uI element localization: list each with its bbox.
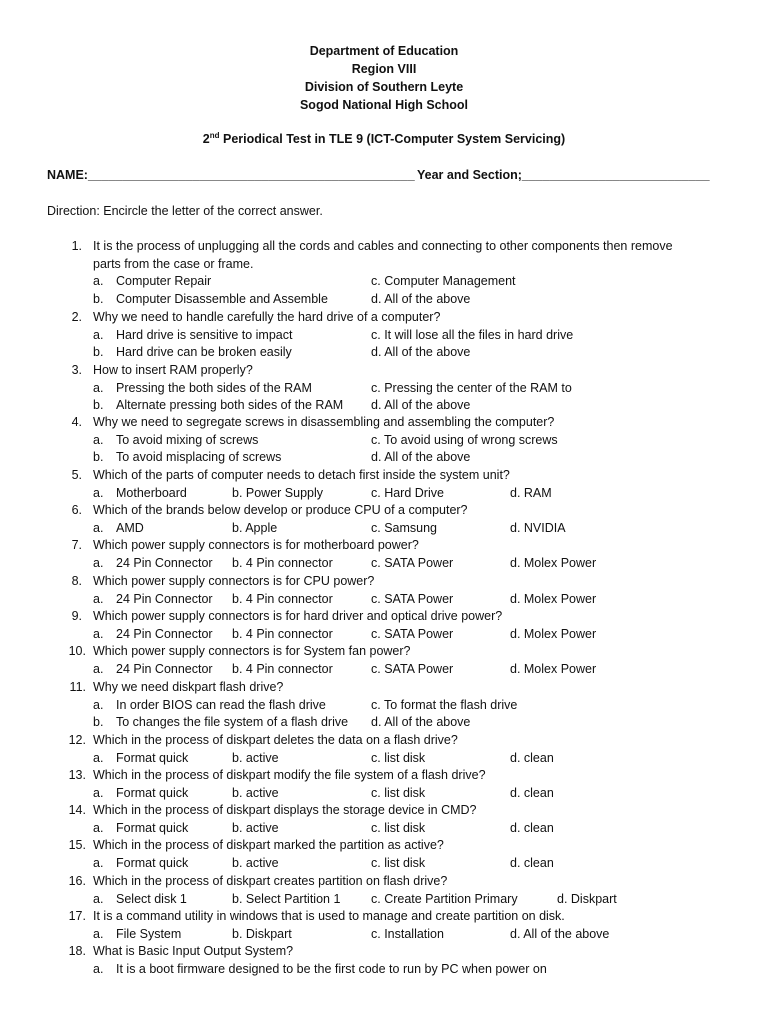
question-11-choice-b: To changes the file system of a flash drive xyxy=(116,715,349,730)
question-16-text: Which in the process of diskpart creates partition on flash drive? xyxy=(93,874,448,888)
question-11-choice-a: In order BIOS can read the flash drive xyxy=(116,697,326,712)
question-14-choice-a-letter: a. xyxy=(93,820,104,835)
question-9-choice-d: d. Molex Power xyxy=(510,626,597,641)
question-16-number: 16. xyxy=(68,874,86,888)
question-1-number: 1. xyxy=(71,239,82,253)
question-15-text: Which in the process of diskpart marked the partition as active? xyxy=(93,838,444,852)
question-5-choice-b: b. Power Supply xyxy=(232,485,324,500)
question-4-choice-b-letter: b. xyxy=(93,450,104,465)
question-5-number: 5. xyxy=(71,468,82,482)
test-title xyxy=(0,132,768,146)
question-11-choice-c: c. To format the flash drive xyxy=(371,697,518,712)
question-7-number: 7. xyxy=(71,538,82,552)
question-10-choice-d: d. Molex Power xyxy=(510,661,597,676)
question-4-choice-d: d. All of the above xyxy=(371,450,471,465)
question-13-text: Which in the process of diskpart modify the file system of a flash drive? xyxy=(93,768,486,782)
question-1-choice-d: d. All of the above xyxy=(371,291,471,306)
question-17-choice-c: c. Installation xyxy=(371,926,444,941)
question-12-number: 12. xyxy=(68,733,86,747)
question-4-choice-a: To avoid mixing of screws xyxy=(116,432,259,447)
test-title-superscript: nd xyxy=(209,130,220,140)
question-16-choice-c: c. Create Partition Primary xyxy=(371,891,518,906)
question-18-choice-a-letter: a. xyxy=(93,961,104,976)
question-10-choice-a-letter: a. xyxy=(93,661,104,676)
question-8-choice-a: 24 Pin Connector xyxy=(116,591,213,606)
direction-text: Direction: Encircle the letter of the correct answer. xyxy=(47,204,323,218)
question-2-choice-b-letter: b. xyxy=(93,345,104,360)
question-4-number: 4. xyxy=(71,415,82,429)
question-11-number: 11. xyxy=(69,680,86,694)
question-11-text: Why we need diskpart flash drive? xyxy=(93,680,284,694)
year-section-field-label: Year and Section;___________________________ xyxy=(417,168,710,182)
question-15-choice-a-letter: a. xyxy=(93,855,104,870)
question-2-choice-c: c. It will lose all the files in hard drive xyxy=(371,327,574,342)
question-15-choice-d: d. clean xyxy=(510,855,554,870)
question-1-choice-a-letter: a. xyxy=(93,274,104,289)
question-13-choice-b: b. active xyxy=(232,785,279,800)
question-5-choice-c: c. Hard Drive xyxy=(371,485,444,500)
question-12-choice-d: d. clean xyxy=(510,750,554,765)
header-department: Department of Education xyxy=(309,44,459,58)
question-10-choice-a: 24 Pin Connector xyxy=(116,661,213,676)
test-title-number: 2 xyxy=(202,132,210,146)
question-6-choice-a: AMD xyxy=(116,520,144,535)
question-7-text: Which power supply connectors is for motherboard power? xyxy=(93,538,419,552)
question-9-number: 9. xyxy=(71,609,82,623)
question-13-choice-a: Format quick xyxy=(116,785,189,800)
question-6-choice-b: b. Apple xyxy=(232,520,278,535)
question-4-choice-b: To avoid misplacing of screws xyxy=(116,450,282,465)
header-region: Region VIII xyxy=(351,62,417,76)
question-17-number: 17. xyxy=(68,909,86,923)
question-3-choice-c: c. Pressing the center of the RAM to xyxy=(371,380,572,395)
question-9-choice-a-letter: a. xyxy=(93,626,104,641)
question-13-choice-a-letter: a. xyxy=(93,785,104,800)
question-9-choice-b: b. 4 Pin connector xyxy=(232,626,333,641)
question-6-text: Which of the brands below develop or produce CPU of a computer? xyxy=(93,503,468,517)
question-6-choice-a-letter: a. xyxy=(93,520,104,535)
question-16-choice-b: b. Select Partition 1 xyxy=(232,891,341,906)
question-15-choice-c: c. list disk xyxy=(371,855,426,870)
question-17-choice-b: b. Diskpart xyxy=(232,926,292,941)
question-1-choice-b: Computer Disassemble and Assemble xyxy=(116,291,328,306)
question-8-choice-b: b. 4 Pin connector xyxy=(232,591,333,606)
question-11-choice-d: d. All of the above xyxy=(371,715,471,730)
question-10-choice-c: c. SATA Power xyxy=(371,661,454,676)
question-1-choice-a: Computer Repair xyxy=(116,274,212,289)
question-9-choice-c: c. SATA Power xyxy=(371,626,454,641)
question-2-choice-a: Hard drive is sensitive to impact xyxy=(116,327,293,342)
question-8-text: Which power supply connectors is for CPU power? xyxy=(93,574,375,588)
header-division: Division of Southern Leyte xyxy=(304,80,464,94)
question-5-choice-a: Motherboard xyxy=(116,485,187,500)
question-18-text: What is Basic Input Output System? xyxy=(93,944,294,958)
question-12-text: Which in the process of diskpart deletes the data on a flash drive? xyxy=(93,733,458,747)
question-2-choice-d: d. All of the above xyxy=(371,345,471,360)
question-14-choice-a: Format quick xyxy=(116,820,189,835)
question-17-choice-d: d. All of the above xyxy=(510,926,610,941)
question-1-choice-c: c. Computer Management xyxy=(371,274,516,289)
question-2-number: 2. xyxy=(71,310,82,324)
question-5-text: Which of the parts of computer needs to detach first inside the system unit? xyxy=(93,468,510,482)
question-10-choice-b: b. 4 Pin connector xyxy=(232,661,333,676)
question-3-choice-a: Pressing the both sides of the RAM xyxy=(116,380,312,395)
question-8-choice-d: d. Molex Power xyxy=(510,591,597,606)
question-12-choice-a-letter: a. xyxy=(93,750,104,765)
question-3-choice-b-letter: b. xyxy=(93,398,104,413)
question-2-text: Why we need to handle carefully the hard drive of a computer? xyxy=(93,310,441,324)
question-16-choice-a-letter: a. xyxy=(93,891,104,906)
question-7-choice-a: 24 Pin Connector xyxy=(116,555,213,570)
question-14-number: 14. xyxy=(68,803,86,817)
question-9-choice-a: 24 Pin Connector xyxy=(116,626,213,641)
question-7-choice-c: c. SATA Power xyxy=(371,555,454,570)
question-18-choice-a: It is a boot firmware designed to be the first code to run by PC when power on xyxy=(116,961,547,976)
question-2-choice-a-letter: a. xyxy=(93,327,104,342)
question-1-text: It is the process of unplugging all the cords and cables and connecting to other components then remove xyxy=(93,239,673,253)
question-15-choice-a: Format quick xyxy=(116,855,189,870)
question-10-text: Which power supply connectors is for System fan power? xyxy=(93,644,411,658)
question-2-choice-b: Hard drive can be broken easily xyxy=(116,345,292,360)
question-6-choice-c: c. Samsung xyxy=(371,520,438,535)
question-12-choice-a: Format quick xyxy=(116,750,189,765)
question-18-number: 18. xyxy=(68,944,86,958)
question-11-choice-a-letter: a. xyxy=(93,697,104,712)
question-17-choice-a-letter: a. xyxy=(93,926,104,941)
question-4-text: Why we need to segregate screws in disassembling and assembling the computer? xyxy=(93,415,555,429)
test-title-text: Periodical Test in TLE 9 (ICT-Computer System Servicing) xyxy=(219,132,566,146)
question-1-text-continued: parts from the case or frame. xyxy=(93,256,254,271)
question-3-choice-a-letter: a. xyxy=(93,380,104,395)
question-1-choice-b-letter: b. xyxy=(93,291,104,306)
question-12-choice-c: c. list disk xyxy=(371,750,426,765)
question-11-choice-b-letter: b. xyxy=(93,715,104,730)
question-14-choice-b: b. active xyxy=(232,820,279,835)
question-16-choice-a: Select disk 1 xyxy=(116,891,187,906)
question-16-choice-d: d. Diskpart xyxy=(557,891,617,906)
name-field-label: NAME:_______________________________________________ xyxy=(47,168,415,182)
question-3-choice-d: d. All of the above xyxy=(371,398,471,413)
question-14-text: Which in the process of diskpart displays the storage device in CMD? xyxy=(93,803,477,817)
question-5-choice-d: d. RAM xyxy=(510,485,552,500)
question-9-text: Which power supply connectors is for hard driver and optical drive power? xyxy=(93,609,503,623)
question-17-text: It is a command utility in windows that is used to manage and create partition on disk. xyxy=(93,909,565,923)
question-12-choice-b: b. active xyxy=(232,750,279,765)
question-10-number: 10. xyxy=(68,644,86,658)
header-school: Sogod National High School xyxy=(299,98,469,112)
question-3-text: How to insert RAM properly? xyxy=(93,363,253,377)
question-7-choice-a-letter: a. xyxy=(93,555,104,570)
question-13-number: 13. xyxy=(68,768,86,782)
question-13-choice-c: c. list disk xyxy=(371,785,426,800)
question-7-choice-b: b. 4 Pin connector xyxy=(232,555,333,570)
question-3-choice-b: Alternate pressing both sides of the RAM xyxy=(116,398,344,413)
question-8-number: 8. xyxy=(71,574,82,588)
question-14-choice-c: c. list disk xyxy=(371,820,426,835)
question-15-number: 15. xyxy=(68,838,86,852)
question-8-choice-c: c. SATA Power xyxy=(371,591,454,606)
question-15-choice-b: b. active xyxy=(232,855,279,870)
question-4-choice-a-letter: a. xyxy=(93,432,104,447)
question-6-choice-d: d. NVIDIA xyxy=(510,520,566,535)
question-7-choice-d: d. Molex Power xyxy=(510,555,597,570)
question-8-choice-a-letter: a. xyxy=(93,591,104,606)
question-17-choice-a: File System xyxy=(116,926,182,941)
question-6-number: 6. xyxy=(71,503,82,517)
question-4-choice-c: c. To avoid using of wrong screws xyxy=(371,432,558,447)
question-13-choice-d: d. clean xyxy=(510,785,554,800)
question-14-choice-d: d. clean xyxy=(510,820,554,835)
question-5-choice-a-letter: a. xyxy=(93,485,104,500)
question-3-number: 3. xyxy=(71,363,82,377)
